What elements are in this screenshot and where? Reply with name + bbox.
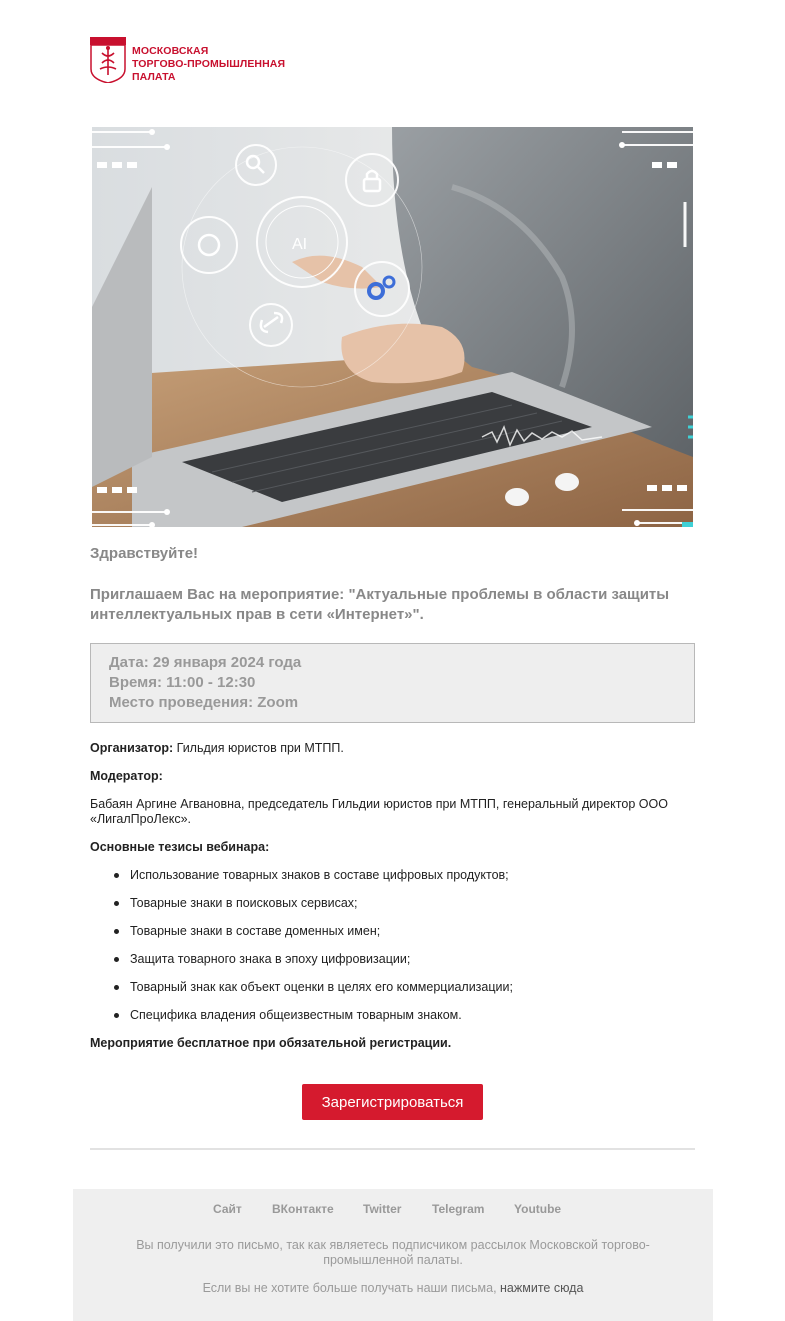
divider	[90, 1148, 695, 1150]
hero-image	[92, 127, 693, 527]
register-button[interactable]: Зарегистрироваться	[302, 1084, 483, 1120]
footer-link-vk[interactable]: ВКонтакте	[272, 1202, 334, 1216]
logo-line-2: ТОРГОВО-ПРОМЫШЛЕННАЯ	[132, 58, 286, 70]
subscription-note: Вы получили это письмо, так как являетесь подписчиком рассылок Московской торгово-промышленной палаты.	[136, 1238, 650, 1267]
organizer-value: Гильдия юристов при МТПП.	[173, 741, 344, 755]
ai-label: AI	[292, 236, 308, 253]
organizer	[90, 741, 344, 756]
moderator-value: Бабаян Аргине Агвановна, председатель Гильдии юристов при МТПП, генеральный директор ООО «ЛигалПроЛекс».	[90, 797, 668, 826]
free-note: Мероприятие бесплатное при обязательной регистрации.	[90, 1036, 452, 1050]
list-item: Использование товарных знаков в составе цифровых продуктов;	[130, 868, 509, 882]
list-item: Специфика владения общеизвестным товарным знаком.	[130, 1008, 462, 1022]
footer-link-site[interactable]: Сайт	[213, 1202, 242, 1216]
unsubscribe-note	[73, 1281, 713, 1296]
mtpp-emblem-icon	[90, 37, 126, 83]
organizer-label: Организатор:	[90, 741, 174, 755]
laptop-illustration	[92, 127, 693, 527]
event-info-box	[90, 643, 695, 723]
logo-line-3: ПАЛАТА	[132, 71, 176, 83]
logo-line-1: МОСКОВСКАЯ	[132, 45, 209, 57]
footer-link-telegram[interactable]: Telegram	[432, 1202, 485, 1216]
mtpp-logo[interactable]	[90, 37, 300, 83]
footer-link-youtube[interactable]: Youtube	[514, 1202, 562, 1216]
moderator-label: Модератор:	[90, 769, 163, 783]
list-item: Товарный знак как объект оценки в целях его коммерциализации;	[130, 980, 513, 994]
event-date: Дата: 29 января 2024 года	[109, 654, 302, 671]
footer	[73, 1189, 713, 1321]
logo-text	[132, 45, 285, 84]
unsubscribe-link[interactable]: нажмите сюда	[500, 1281, 584, 1295]
invite-text: Приглашаем Вас на мероприятие: "Актуальные проблемы в области защиты интеллектуальных прав в сети «Интернет»".	[90, 586, 670, 623]
event-time: Время: 11:00 - 12:30	[109, 674, 256, 691]
greeting: Здравствуйте!	[90, 545, 199, 562]
footer-link-twitter[interactable]: Twitter	[363, 1202, 402, 1216]
event-place: Место проведения: Zoom	[109, 694, 299, 711]
unsubscribe-text: Если вы не хотите больше получать наши письма,	[202, 1281, 501, 1295]
list-item: Защита товарного знака в эпоху цифровизации;	[130, 952, 411, 966]
theses-label: Основные тезисы вебинара:	[90, 840, 270, 854]
list-item: Товарные знаки в поисковых сервисах;	[130, 896, 358, 910]
list-item: Товарные знаки в составе доменных имен;	[130, 924, 381, 938]
